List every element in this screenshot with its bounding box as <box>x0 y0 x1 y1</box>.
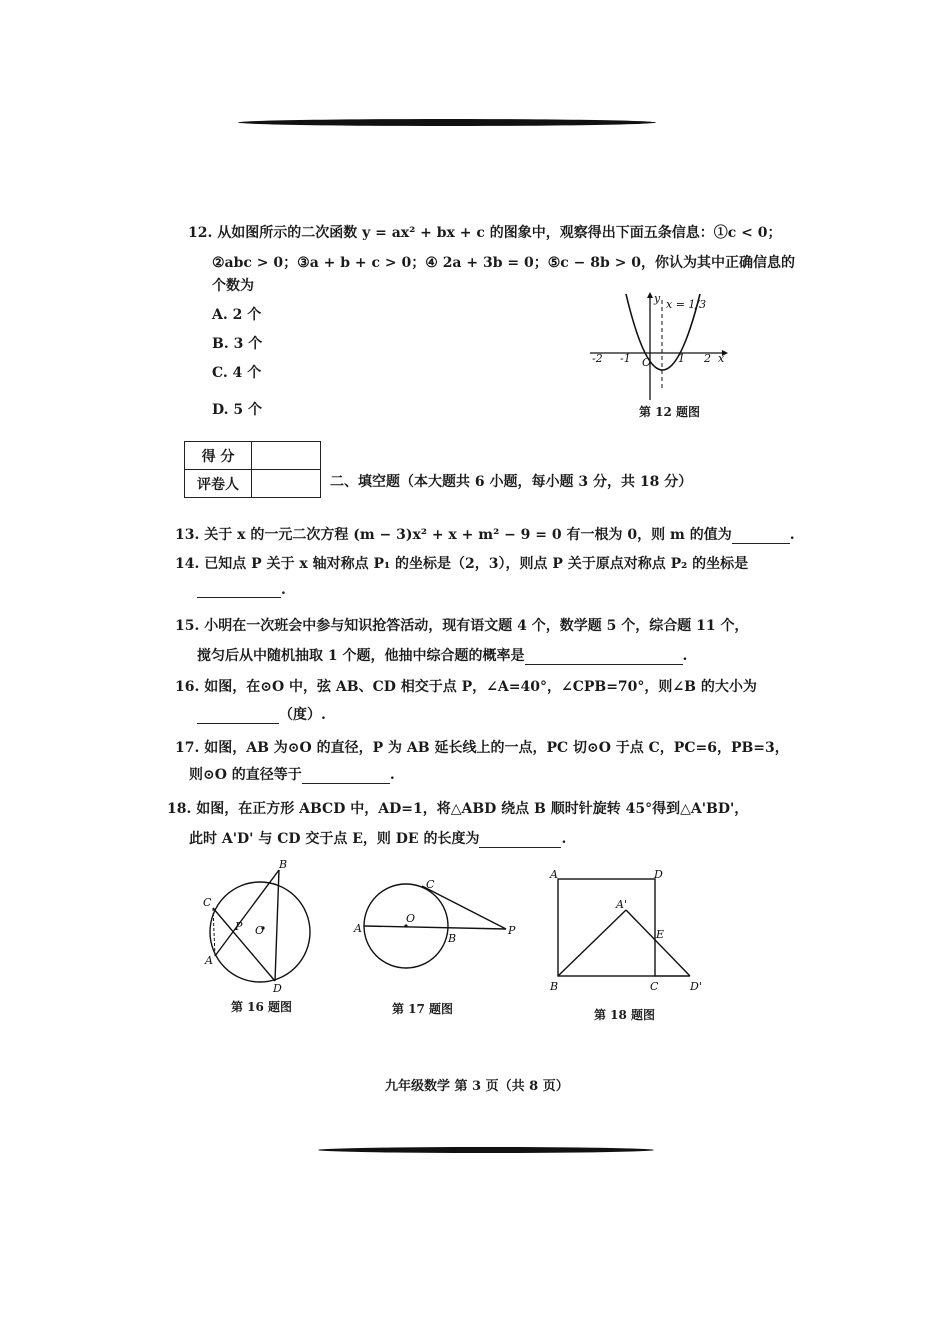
q14-line2 <box>197 582 286 598</box>
q18-line2 <box>189 828 566 848</box>
label-o: O <box>255 924 265 937</box>
figure-16-circle-chords <box>203 858 315 995</box>
q12-option-a: A. 2 个 <box>212 307 262 323</box>
q12-line3: 个数为 <box>212 278 254 294</box>
score-label: 得 分 <box>185 442 252 470</box>
figure-18-square-rotation <box>548 868 718 998</box>
label-p: P <box>508 924 516 937</box>
q12-line2: ②abc > 0；③a + b + c > 0；④ 2a + 3b = 0；⑤c − 8b > 0，你认为其中正确信息的 <box>212 255 796 271</box>
q15-line1: 15. 小明在一次班会中参与知识抢答活动，现有语文题 4 个，数学题 5 个，综合题 11 个， <box>175 618 749 634</box>
figure-17-caption: 第 17 题图 <box>392 1002 454 1016</box>
q12-option-d: D. 5 个 <box>212 402 263 418</box>
q12-option-c: C. 4 个 <box>212 365 262 381</box>
q12-line1: 12. 从如图所示的二次函数 y = ax² + bx + c 的图象中，观察得出下面五条信息：①c < 0； <box>188 225 782 241</box>
label-a: A <box>205 954 213 967</box>
q18-line1: 18. 如图，在正方形 ABCD 中，AD=1，将△ABD 绕点 B 顺时针旋转 45°得到△A'BD'， <box>167 801 749 817</box>
line-ap <box>364 926 506 929</box>
origin-label: O <box>642 356 652 369</box>
figure-17-tangent <box>354 878 518 978</box>
q12-option-b: B. 3 个 <box>212 336 263 352</box>
label-d: D <box>273 982 282 995</box>
label-b: B <box>279 858 288 871</box>
label-b: B <box>550 980 559 993</box>
axis-label-y: y <box>654 292 661 305</box>
page-footer: 九年级数学 第 3 页（共 8 页） <box>385 1079 569 1094</box>
q14-answer-blank[interactable] <box>197 583 281 598</box>
q16-line1: 16. 如图，在⊙O 中，弦 AB、CD 相交于点 P，∠A=40°，∠CPB=70°，则∠B 的大小为 <box>175 679 757 695</box>
q14-period: . <box>281 582 286 598</box>
q13-answer-blank[interactable] <box>732 529 790 544</box>
q16-line2 <box>197 704 326 724</box>
label-a: A <box>550 868 558 881</box>
tick-label-2: 2 <box>704 352 711 365</box>
q18-period: . <box>561 831 567 847</box>
q16-answer-blank[interactable] <box>197 709 279 724</box>
grader-box[interactable] <box>252 470 321 498</box>
q13-period: . <box>789 527 795 543</box>
chord-cd <box>213 908 275 981</box>
figure-12-caption: 第 12 题图 <box>639 405 701 419</box>
label-d-prime: D' <box>690 980 702 993</box>
q16-suffix: （度）. <box>279 707 326 723</box>
label-c: C <box>203 896 212 909</box>
label-a: A <box>354 922 362 935</box>
q17-line2 <box>189 764 395 784</box>
label-d: D <box>654 868 663 881</box>
tick-label-neg2: -2 <box>592 352 603 365</box>
figure-18-caption: 第 18 题图 <box>594 1008 656 1022</box>
y-axis-arrow <box>647 292 653 298</box>
q15-period: . <box>682 648 688 664</box>
tick-label-1: 1 <box>678 352 685 365</box>
section-2-title: 二、填空题（本大题共 6 小题，每小题 3 分，共 18 分） <box>330 474 693 490</box>
q17-answer-blank[interactable] <box>302 769 390 784</box>
label-b: B <box>448 932 457 945</box>
q18-answer-blank[interactable] <box>479 833 561 848</box>
score-table <box>184 441 321 498</box>
label-e: E <box>656 928 665 941</box>
label-c: C <box>426 878 435 891</box>
axis-label-x: x <box>718 352 725 365</box>
grader-label: 评卷人 <box>185 470 252 498</box>
q17-stem: 则⊙O 的直径等于 <box>189 767 302 783</box>
bottom-divider <box>318 1147 654 1153</box>
q15-stem: 搅匀后从中随机抽取 1 个题，他抽中综合题的概率是 <box>197 648 525 664</box>
label-c: C <box>650 980 659 993</box>
chord-ab <box>215 870 279 956</box>
figure-16-caption: 第 16 题图 <box>231 1000 293 1014</box>
segment-a-prime-d-prime <box>626 910 690 976</box>
label-p: P <box>235 920 243 933</box>
q17-period: . <box>389 767 395 783</box>
q15-answer-blank[interactable] <box>525 650 683 665</box>
tangent-pc <box>422 886 506 929</box>
q14-line1: 14. 已知点 P 关于 x 轴对称点 P₁ 的坐标是（2，3），则点 P 关于原点对称点 P₂ 的坐标是 <box>175 556 749 572</box>
q13-text <box>175 524 795 544</box>
score-box[interactable] <box>252 442 321 470</box>
segment-ba-prime <box>558 910 626 976</box>
q15-line2 <box>197 645 687 665</box>
segment-bd <box>275 870 279 981</box>
label-a-prime: A' <box>616 898 627 911</box>
label-o: O <box>406 912 416 925</box>
figure-12-parabola <box>590 292 730 402</box>
q17-line1: 17. 如图，AB 为⊙O 的直径，P 为 AB 延长线上的一点，PC 切⊙O 于点 C，PC=6，PB=3， <box>175 740 789 756</box>
q13-stem: 13. 关于 x 的一元二次方程 (m − 3)x² + x + m² − 9 = 0 有一根为 0，则 m 的值为 <box>175 527 732 543</box>
q18-stem: 此时 A'D' 与 CD 交于点 E，则 DE 的长度为 <box>189 831 480 847</box>
symmetry-label: x = 1/3 <box>666 298 707 311</box>
tick-label-neg1: -1 <box>620 352 631 365</box>
top-divider <box>238 119 656 126</box>
